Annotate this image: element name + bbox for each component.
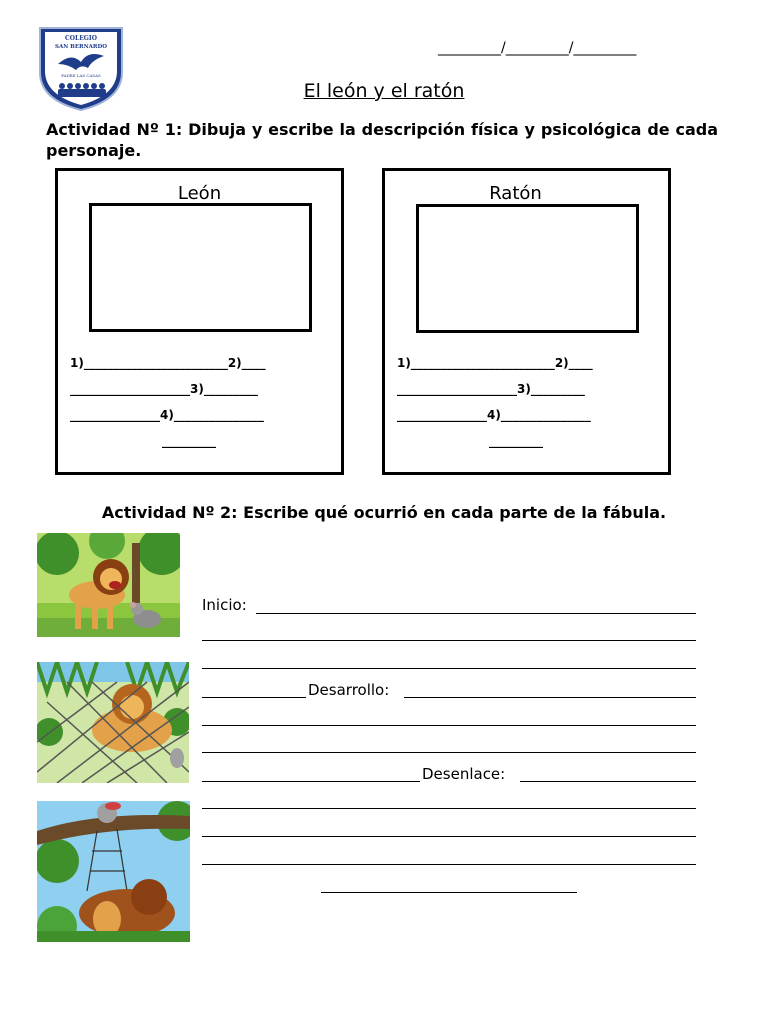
activity1-instructions: Actividad Nº 1: Dibuja y escribe la descripción física y psicológica de cada personaje.	[46, 120, 718, 160]
story-line-6[interactable]	[202, 752, 696, 753]
desenlace-line-1[interactable]	[520, 781, 696, 782]
mouse-description-line-3[interactable]: _______________4)_______________	[397, 408, 591, 422]
logo-line1: COLEGIO	[65, 35, 97, 42]
desenlace-prefix-line[interactable]	[202, 781, 420, 782]
story-line-2[interactable]	[202, 640, 696, 641]
lion-card	[55, 168, 344, 475]
scene-lion-trapped-image	[37, 662, 189, 783]
date-line[interactable]: _________/_________/_________	[438, 40, 637, 56]
desarrollo-line-1[interactable]	[404, 697, 696, 698]
logo-line2: SAN BERNARDO	[54, 44, 108, 50]
desarrollo-prefix-line[interactable]	[202, 697, 306, 698]
lion-description-line-4[interactable]: _________	[162, 434, 216, 448]
lion-description-line-2[interactable]: ____________________3)_________	[70, 382, 258, 396]
lion-card-title: León	[177, 183, 222, 204]
mouse-card-title: Ratón	[489, 183, 542, 204]
logo-motto: PADRE LAS CASAS	[61, 73, 101, 78]
mouse-description-line-1[interactable]: 1)________________________2)____	[397, 356, 593, 370]
story-line-11[interactable]	[321, 892, 577, 893]
lion-drawing-box[interactable]	[89, 203, 312, 332]
mouse-description-line-2[interactable]: ____________________3)_________	[397, 382, 585, 396]
scene-mouse-freeing-image	[37, 801, 190, 942]
inicio-line-1[interactable]	[256, 613, 696, 614]
lion-description-line-1[interactable]: 1)________________________2)____	[70, 356, 266, 370]
desenlace-label: Desenlace:	[422, 765, 506, 783]
scene-lion-roaring-image	[37, 533, 180, 637]
story-line-8[interactable]	[202, 808, 696, 809]
story-line-9[interactable]	[202, 836, 696, 837]
mouse-drawing-box[interactable]	[416, 204, 639, 333]
story-line-10[interactable]	[202, 864, 696, 865]
activity2-instructions: Actividad Nº 2: Escribe qué ocurrió en cada parte de la fábula.	[101, 503, 667, 522]
mouse-description-line-4[interactable]: _________	[489, 434, 543, 448]
story-line-3[interactable]	[202, 668, 696, 669]
story-line-5[interactable]	[202, 725, 696, 726]
page-title: El león y el ratón	[303, 80, 465, 102]
inicio-label: Inicio:	[202, 596, 247, 614]
mouse-card	[382, 168, 671, 475]
desarrollo-label: Desarrollo:	[308, 681, 390, 699]
lion-description-line-3[interactable]: _______________4)_______________	[70, 408, 264, 422]
